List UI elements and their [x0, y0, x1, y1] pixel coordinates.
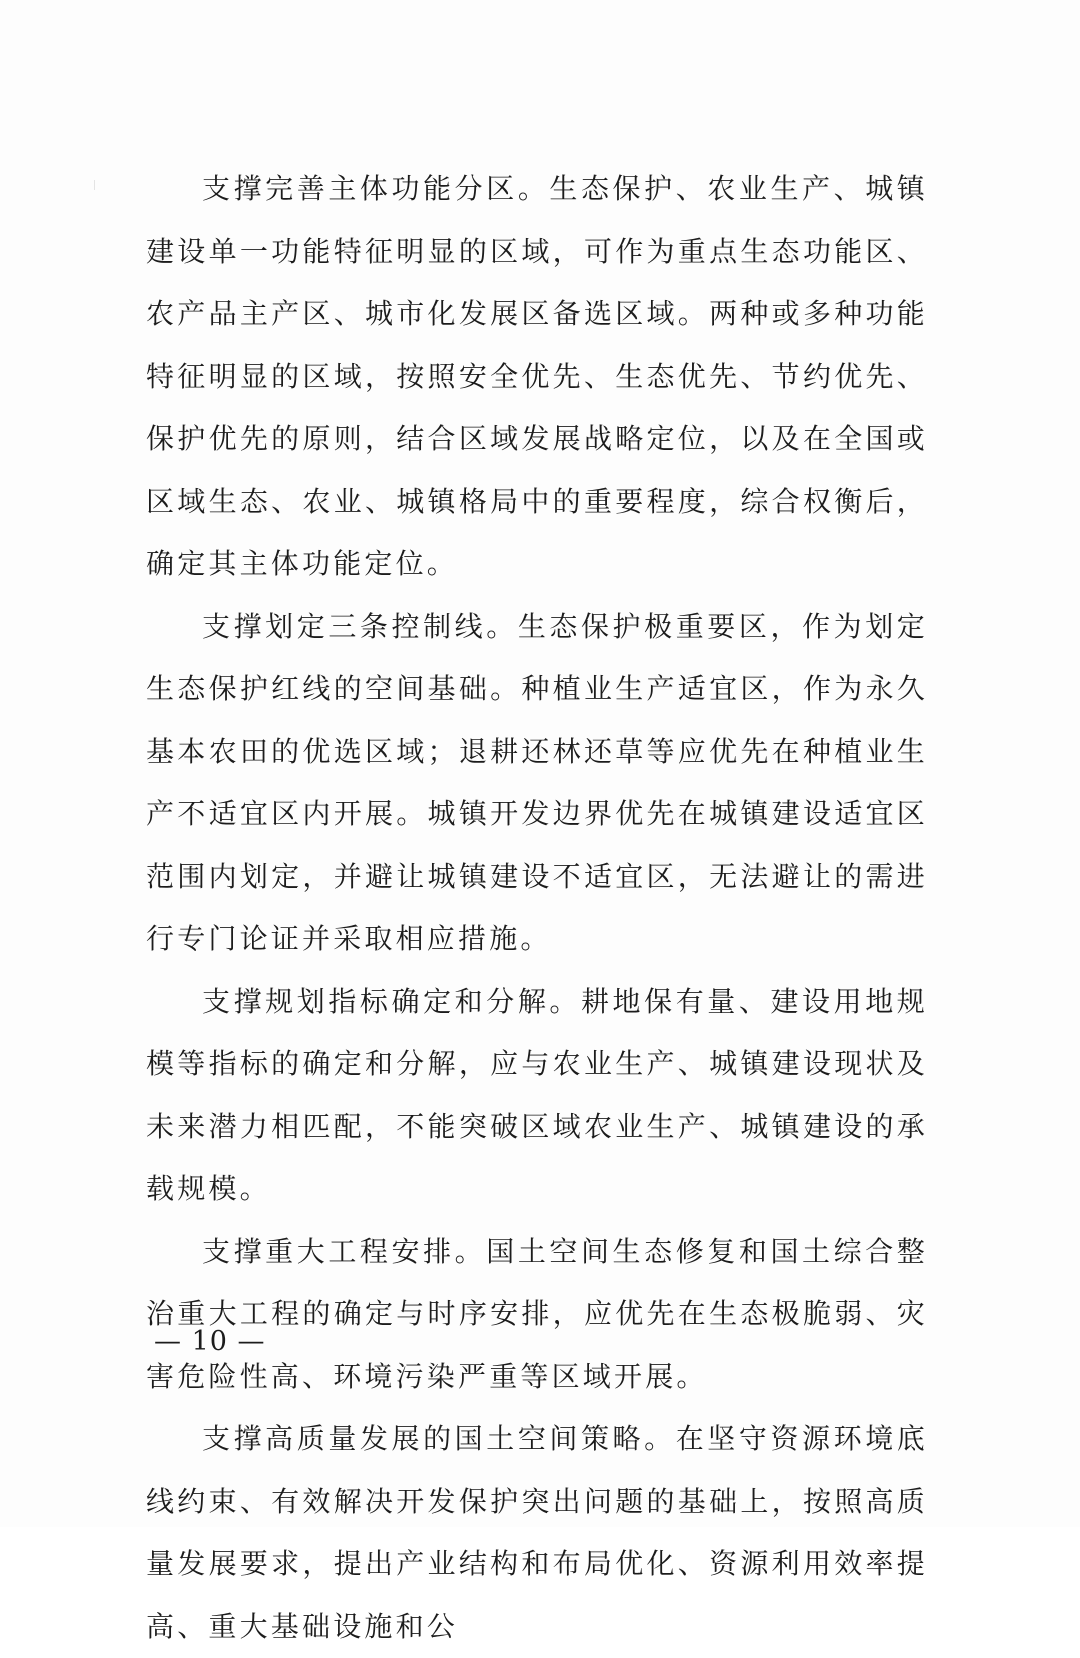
paragraph-major-projects: 支撑重大工程安排。国土空间生态修复和国土综合整治重大工程的确定与时序安排，应优先在生态极脆弱、灾害危险性高、环境污染严重等区域开展。	[146, 1234, 928, 1393]
document-body	[146, 158, 928, 1658]
page-number: — 10 —	[154, 1326, 266, 1357]
paragraph-planning-indicators: 支撑规划指标确定和分解。耕地保有量、建设用地规模等指标的确定和分解，应与农业生产、城镇建设现状及未来潜力相匹配，不能突破区域农业生产、城镇建设的承载规模。	[146, 984, 928, 1205]
paragraph-high-quality-development: 支撑高质量发展的国土空间策略。在坚守资源环境底线约束、有效解决开发保护突出问题的基础上，按照高质量发展要求，提出产业结构和布局优化、资源利用效率提高、重大基础设施和公	[146, 1422, 928, 1643]
paragraph-main-function-zoning: 支撑完善主体功能分区。生态保护、农业生产、城镇建设单一功能特征明显的区域，可作为重点生态功能区、农产品主产区、城市化发展区备选区域。两种或多种功能特征明显的区域，按照安全优先、生态优先、节约优先、保护优先的原则，结合区域发展战略定位，以及在全国或区域生态、农业、城镇格局中的重要程度，综合权衡后，确定其主体功能定位。	[146, 172, 928, 580]
paragraph-three-control-lines: 支撑划定三条控制线。生态保护极重要区，作为划定生态保护红线的空间基础。种植业生产适宜区，作为永久基本农田的优选区域；退耕还林还草等应优先在种植业生产不适宜区内开展。城镇开发边界优先在城镇建设适宜区范围内划定，并避让城镇建设不适宜区，无法避让的需进行专门论证并采取相应措施。	[146, 609, 928, 955]
scan-artifact	[94, 180, 95, 190]
